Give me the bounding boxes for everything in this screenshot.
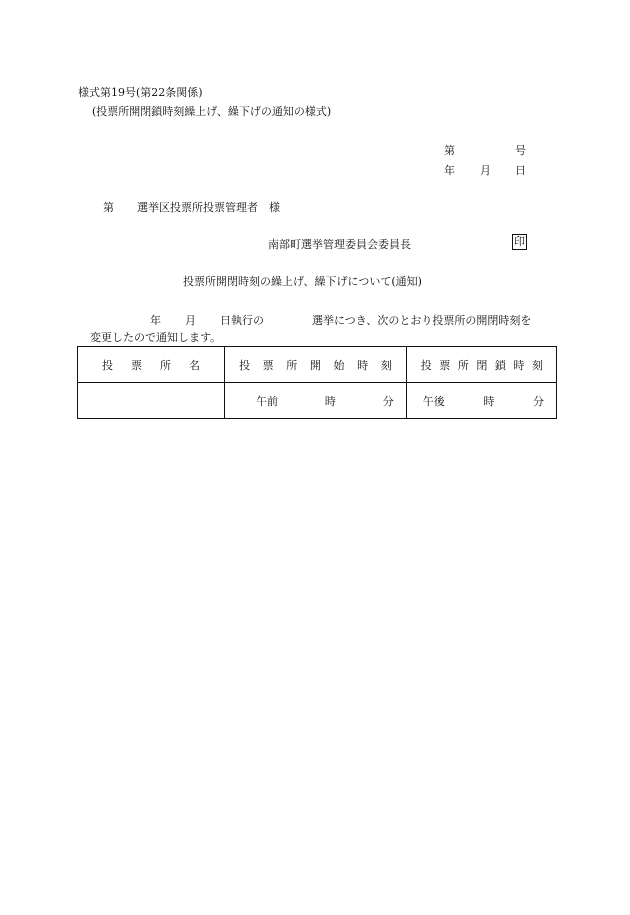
am-label: 午前: [256, 394, 279, 408]
addressee-prefix: 第: [103, 201, 114, 214]
header-char: 票: [131, 358, 143, 372]
minute-label: 分: [382, 394, 394, 408]
header-char: 刻: [380, 358, 392, 372]
date-day-label: 日: [515, 164, 526, 177]
header-char: 始: [333, 358, 345, 372]
body-line-2: 変更したので通知します。: [90, 331, 222, 344]
header-char: 刻: [531, 358, 543, 372]
header-char: 票: [439, 358, 451, 372]
header-char: 所: [160, 358, 172, 372]
header-char: 所: [457, 358, 469, 372]
table-header-row: [78, 347, 557, 383]
date-month-label: 月: [480, 164, 491, 177]
header-open-time: [225, 347, 407, 383]
hour-label: 時: [324, 394, 336, 408]
header-char: 時: [513, 358, 525, 372]
header-char: 時: [357, 358, 369, 372]
pm-label: 午後: [422, 394, 445, 408]
body-year-label: 年: [150, 314, 161, 327]
form-number: 様式第19号(第22条関係): [78, 86, 203, 99]
header-char: 投: [102, 358, 113, 372]
header-char: 所: [286, 358, 298, 372]
seal-stamp: 印: [514, 235, 525, 248]
header-char: 名: [189, 358, 201, 372]
station-name-cell: [78, 383, 225, 419]
table-row: [78, 383, 557, 419]
reference-number-prefix: 第: [444, 144, 455, 157]
header-char: 票: [262, 358, 274, 372]
form-subtitle: (投票所開閉鎖時刻繰上げ、繰下げの通知の様式): [92, 105, 332, 118]
minute-label: 分: [533, 394, 544, 408]
header-char: 投: [239, 358, 251, 372]
polling-time-table: [77, 346, 557, 419]
date-year-label: 年: [444, 164, 455, 177]
open-time-cell: [225, 383, 407, 419]
close-time-cell: [406, 383, 556, 419]
header-station-name: [78, 347, 225, 383]
addressee-name: 選挙区投票所投票管理者 様: [137, 201, 280, 214]
header-char: 開: [309, 358, 321, 372]
sender-name: 南部町選挙管理委員会委員長: [268, 238, 411, 251]
reference-number-suffix: 号: [515, 144, 526, 157]
header-char: 投: [420, 358, 432, 372]
document-title: 投票所開閉時刻の繰上げ、繰下げについて(通知): [183, 275, 422, 288]
header-char: 鎖: [494, 358, 506, 372]
body-election-text: 選挙につき、次のとおり投票所の開閉時刻を: [312, 314, 532, 327]
body-day-label: 日執行の: [220, 314, 264, 327]
header-char: 閉: [476, 358, 488, 372]
header-close-time: [406, 347, 556, 383]
body-month-label: 月: [185, 314, 196, 327]
hour-label: 時: [483, 394, 495, 408]
